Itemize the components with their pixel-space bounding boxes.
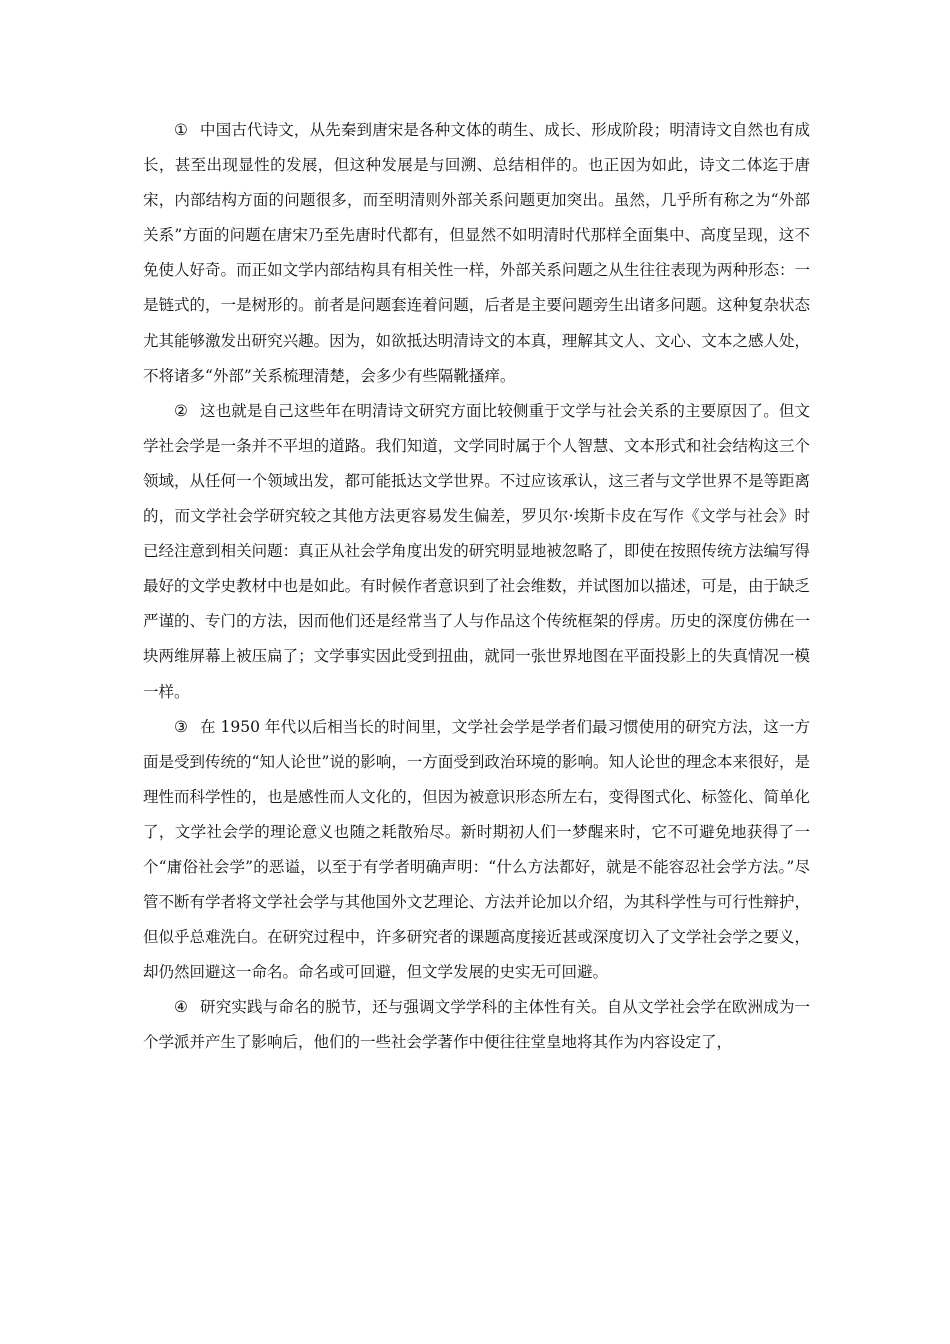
paragraph-text: 在 1950 年代以后相当长的时间里，文学社会学是学者们最习惯使用的研究方法，这一方面是受到传统的“知人论世”说的影响，一方面受到政治环境的影响。知人论世的理念本来很好，是理性而科学性的，也是感性而人文化的，但因为被意识形态所左右，变得图式化、标签化、简单化了，文学社会学的理论意义也随之耗散殆尽。新时期初人们一梦醒来时，它不可避免地获得了一个“庸俗社会学”的恶谥，以至于有学者明确声明：“什么方法都好，就是不能容忍社会学方法。”尽管不断有学者将文学社会学与其他国外文艺理论、方法并论加以介绍，为其科学性与可行性辩护，但似乎总难洗白。在研究过程中，许多研究者的课题高度接近甚或深度切入了文学社会学之要义，却仍然回避这一命名。命名或可回避，但文学发展的史实无可回避。 bbox=[143, 717, 810, 982]
paragraph-3 bbox=[143, 710, 810, 991]
paragraph-text: 研究实践与命名的脱节，还与强调文学学科的主体性有关。自从文学社会学在欧洲成为一个学派并产生了影响后，他们的一些社会学著作中便往往堂皇地将其作为内容设定了， bbox=[143, 998, 810, 1052]
paragraph-text: 这也就是自己这些年在明清诗文研究方面比较侧重于文学与社会关系的主要原因了。但文学社会学是一条并不平坦的道路。我们知道，文学同时属于个人智慧、文本形式和社会结构这三个领域，从任何一个领域出发，都可能抵达文学世界。不过应该承认，这三者与文学世界不是等距离的，而文学社会学研究较之其他方法更容易发生偏差，罗贝尔·埃斯卡皮在写作《文学与社会》时已经注意到相关问题：真正从社会学角度出发的研究明显地被忽略了，即使在按照传统方法编写得最好的文学史教材中也是如此。有时候作者意识到了社会维数，并试图加以描述，可是，由于缺乏严谨的、专门的方法，因而他们还是经常当了人与作品这个传统框架的俘虏。历史的深度仿佛在一块两维屏幕上被压扁了；文学事实因此受到扭曲，就同一张世界地图在平面投影上的失真情况一模一样。 bbox=[143, 401, 810, 701]
paragraph-4 bbox=[143, 990, 810, 1060]
paragraph-text: 中国古代诗文，从先秦到唐宋是各种文体的萌生、成长、形成阶段；明清诗文自然也有成长，甚至出现显性的发展，但这种发展是与回溯、总结相伴的。也正因为如此，诗文二体迄于唐宋，内部结构方面的问题很多，而至明清则外部关系问题更加突出。虽然，几乎所有称之为“外部关系”方面的问题在唐宋乃至先唐时代都有，但显然不如明清时代那样全面集中、高度呈现，这不免使人好奇。而正如文学内部结构具有相关性一样，外部关系问题之从生往往表现为两种形态：一是链式的，一是树形的。前者是问题套连着问题，后者是主要问题旁生出诸多问题。这种复杂状态尤其能够激发出研究兴趣。因为，如欲抵达明清诗文的本真，理解其文人、文心、文本之感人处，不将诸多“外部”关系梳理清楚，会多少有些隔靴搔痒。 bbox=[143, 121, 810, 385]
paragraph-2 bbox=[143, 394, 810, 710]
paragraph-number: ③ bbox=[174, 717, 188, 736]
paragraph-number: ① bbox=[174, 121, 188, 139]
document-page bbox=[143, 113, 810, 1061]
paragraph-number: ④ bbox=[174, 998, 188, 1017]
paragraph-1 bbox=[143, 113, 810, 394]
paragraph-number: ② bbox=[174, 401, 188, 420]
